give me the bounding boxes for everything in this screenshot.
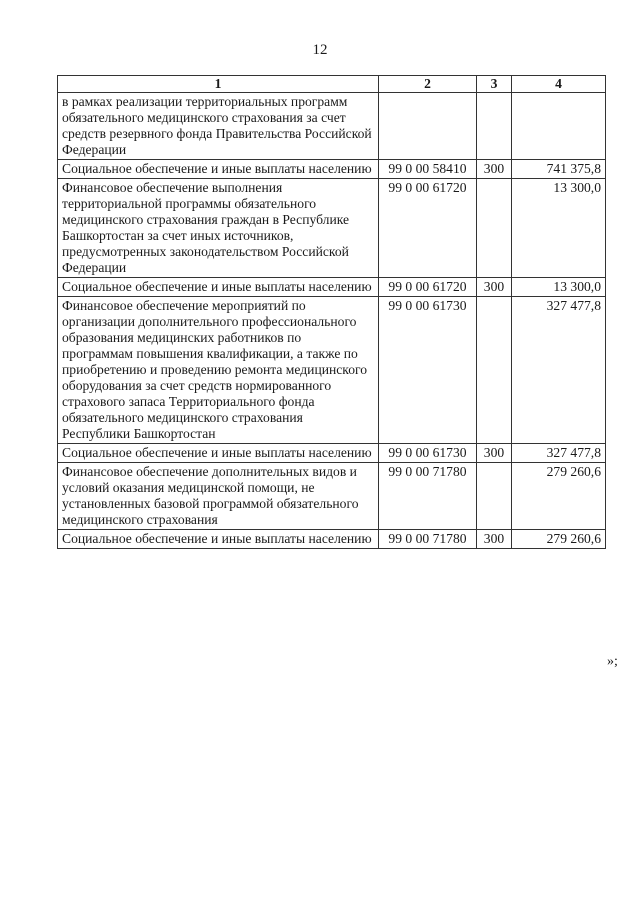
table-row [58,463,606,530]
row-type [477,463,512,530]
row-name: Социальное обеспечение и иные выплаты населению [58,444,379,463]
row-type [477,179,512,278]
row-code: 99 0 00 71780 [379,463,477,530]
row-code: 99 0 00 61730 [379,297,477,444]
header-row [58,76,606,93]
row-amount: 13 300,0 [512,179,606,278]
row-amount: 279 260,6 [512,530,606,549]
row-name: Социальное обеспечение и иные выплаты населению [58,278,379,297]
row-amount [512,93,606,160]
row-name: в рамках реализации территориальных программ обязательного медицинского страхования за счет средств резервного фонда Правительства Российской Федерации [58,93,379,160]
row-type [477,297,512,444]
closing-quote-mark: »; [607,654,618,669]
row-amount: 13 300,0 [512,278,606,297]
row-amount: 741 375,8 [512,160,606,179]
row-type: 300 [477,530,512,549]
row-type: 300 [477,160,512,179]
header-col-1: 1 [58,76,379,93]
row-code: 99 0 00 61720 [379,179,477,278]
row-name: Социальное обеспечение и иные выплаты населению [58,530,379,549]
row-code: 99 0 00 58410 [379,160,477,179]
row-name: Финансовое обеспечение мероприятий по организации дополнительного профессионального образования медицинских работников по программам повышения квалификации, а также по приобретению и проведению ремонта медицинского оборудования за счет средств нормированного страхового запаса Территориального фонда обязательного медицинского страхования Республики Башкортостан [58,297,379,444]
row-code [379,93,477,160]
page-number: 12 [312,42,328,58]
table-row [58,179,606,278]
row-code: 99 0 00 61720 [379,278,477,297]
table-row [58,530,606,549]
table-row [58,93,606,160]
budget-table [57,75,606,549]
row-amount: 327 477,8 [512,297,606,444]
row-name: Социальное обеспечение и иные выплаты населению [58,160,379,179]
row-amount: 279 260,6 [512,463,606,530]
row-code: 99 0 00 61730 [379,444,477,463]
table-row [58,444,606,463]
table-row [58,160,606,179]
table-row [58,278,606,297]
row-type [477,93,512,160]
header-col-3: 3 [477,76,512,93]
header-col-4: 4 [512,76,606,93]
row-amount: 327 477,8 [512,444,606,463]
table-body [58,93,606,549]
row-type: 300 [477,278,512,297]
row-name: Финансовое обеспечение выполнения территориальной программы обязательного медицинского страхования граждан в Республике Башкортостан за счет иных источников, предусмотренных законодательством Российской Федерации [58,179,379,278]
row-name: Финансовое обеспечение дополнительных видов и условий оказания медицинской помощи, не установленных базовой программой обязательного медицинского страхования [58,463,379,530]
row-type: 300 [477,444,512,463]
table-row [58,297,606,444]
row-code: 99 0 00 71780 [379,530,477,549]
header-col-2: 2 [379,76,477,93]
table-header [58,76,606,93]
